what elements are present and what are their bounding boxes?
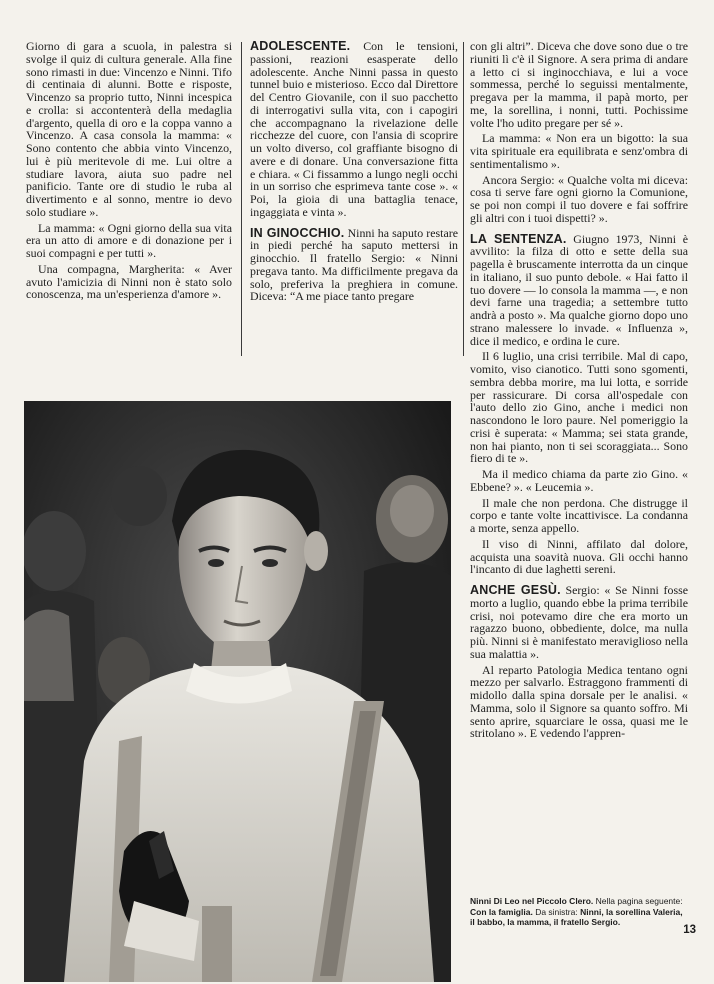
section-heading-in-ginocchio: IN GINOCCHIO. [250,225,345,240]
paragraph: Il male che non perdona. Che distrugge il corpo e tante volte incattivisce. La condanna a morte, senza appello. [470,495,688,535]
photo-illustration [24,401,451,982]
page-number: 13 [683,924,696,936]
section-heading-anche-gesu: ANCHE GESÙ. [470,583,561,597]
text-column-3 [470,40,688,740]
paragraph: La mamma: « Ogni giorno della sua vita era un atto di amore e di donazione per i suoi compagni e per tutti ». [26,220,232,260]
paragraph: Il viso di Ninni, affilato dal dolore, acquista una soavità nuova. Gli occhi hanno l'incanto di due laghetti sereni. [470,536,688,577]
column-divider [241,42,242,356]
paragraph: ADOLESCENTE. Con le tensioni, passioni, reazioni esasperate dello adolescente. Anche Ninni passa in questo tunnel buio e misterioso. Ecco dal Direttore del Centro Giovanile, con il suo pacchetto di interrogativi sulla vita, con i capogiri che accompagnano la rivelazione delle ricchezze del cuore, con l'ansia di scoprire un volto diverso, col graffiante bisogno di avere e di donare. Una conversazione fitta e chiara. « Ci fissammo a lungo negli occhi in un sorriso che esprimeva tante cose ». « Poi, la gioia di una battaglia tenace, ingaggiata e vinta ». [250,39,458,219]
altar-boy-photo [24,401,451,982]
paragraph: Ancora Sergio: « Qualche volta mi diceva: cosa ti serve fare ogni giorno la Comunione, se poi non compi il tuo dovere e fai soffrire gli altri con i tuoi dispetti? ». [470,172,688,225]
paragraph: IN GINOCCHIO. Ninni ha saputo restare in piedi perché ha saputo mettersi in ginocchio. Il fratello Sergio: « Ninni pregava tanto. Ma difficilmente pregava da solo, preferiva la preghiera in comune. Diceva: “A me piace tanto pregare [250,225,458,304]
paragraph: Una compagna, Margherita: « Aver avuto l'amicizia di Ninni non è stato solo conoscenza, ma un'esperienza d'amore ». [26,261,232,302]
paragraph: ANCHE GESÙ. Sergio: « Se Ninni fosse morto a luglio, quando ebbe la prima terribile crisi, noi potevamo dire che era morto un ragazzo buono, obbediente, dolce, ma nulla più. Ninni si è manifestato meraviglioso nella sua malattia ». [470,583,688,661]
paragraph: La mamma: « Non era un bigotto: la sua vita spirituale era equilibrata e senz'ombra di sentimentalismo ». [470,131,688,171]
text-column-1 [26,40,232,301]
column-divider [463,42,464,356]
section-heading-adolescente: ADOLESCENTE. [250,39,351,53]
photo-caption: Ninni Di Leo nel Piccolo Clero. Nella pagina seguente: Con la famiglia. Da sinistra: Ninni, la sorellina Valeria, il babbo, la mamma, il fratello Sergio. [470,896,683,927]
paragraph: Ma il medico chiama da parte zio Gino. « Ebbene? ». « Leucemia ». [470,467,688,494]
section-heading-la-sentenza: LA SENTENZA. [470,231,567,246]
paragraph: Giorno di gara a scuola, in palestra si svolge il quiz di cultura generale. Alla fine sono rimasti in due: Vincenzo e Ninni. Tifo di centinaia di alunni. Botte e risposte, Vincenzo sa proprio tutto, Ninni incespica e crolla: si accontenterà della medaglia d'argento, quella di oro e la coppa vanno a Vincenzo. A casa consola la mamma: « Sono contento che abbia vinto Vincenzo, lui è più meritevole di me. Lui oltre a studiare lavora, aiuta suo padre nel panificio. Tante ore di studio le ruba al divertimento e al sonno, mentre io devo solo studiare ». [26,39,232,219]
text-column-2 [250,40,458,303]
paragraph: Il 6 luglio, una crisi terribile. Mal di capo, vomito, viso cianotico. Tutti sono sgomenti, sembra debba morire, ma lui lotta, e sorride per rassicurare. Di corsa all'ospedale con l'auto dello zio Gino, anche i medici non nascondono le loro paure. Nel pomeriggio la crisi è superata: « Mamma; sei stata grande, non hai pianto, non ti sei scoraggiata... Sono fiero di te ». [470,349,688,466]
paragraph: Al reparto Patologia Medica tentano ogni mezzo per salvarlo. Estraggono frammenti di midollo dalla spina dorsale per le analisi. « Mamma, solo il Signore sa quanto soffro. Mi sento aprire, squarciare le ossa, quasi me le stritolano ». E vedendo l'appren- [470,662,688,741]
paragraph: con gli altri”. Diceva che dove sono due o tre riuniti lì c'è il Signore. A sera prima di andare a letto ci si inginocchiava, e lui a voce sommessa, perché lo seguissi mentalmente, pregava per la mamma, il papà morto, per me, la sorellina, i nonni, tutti. Pochissime volte l'ho udito pregare per sé ». [470,39,688,130]
paragraph: LA SENTENZA. Giugno 1973, Ninni è avvilito: la filza di otto e sette della sua pagella è bruscamente interrotta da un cinque in italiano, il suo punto debole. « Hai fatto il tuo dovere — lo consola la mamma —, e non devi farne una tragedia; a settembre tutto andrà a posto ». Ma qualche giorno dopo uno strano malessere lo invade. « Influenza », dice il medico, e ordina le cure. [470,231,688,348]
